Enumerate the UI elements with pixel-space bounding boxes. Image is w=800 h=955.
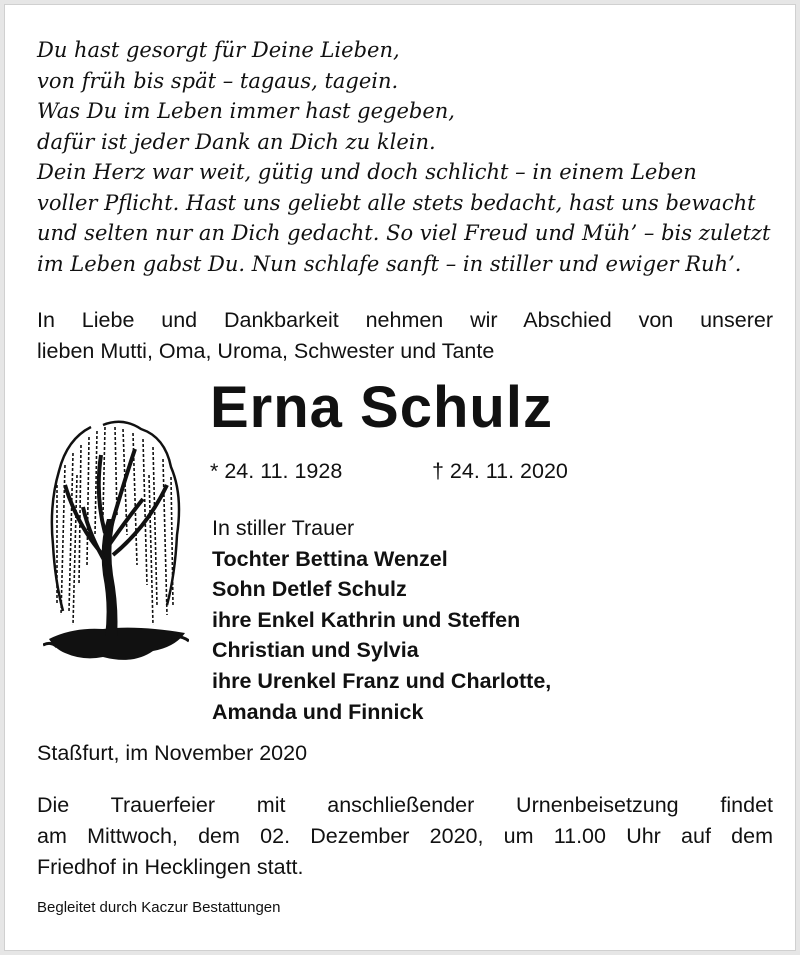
poem-line: von früh bis spät – tagaus, tagein.: [37, 68, 399, 93]
poem-line: voller Pflicht. Hast uns geliebt alle stets bedacht, hast uns bewacht: [37, 190, 756, 215]
mourner: Christian und Sylvia: [212, 638, 419, 663]
poem-line: Dein Herz war weit, gütig und doch schlicht – in einem Leben: [37, 160, 697, 184]
obituary-notice: [4, 4, 796, 951]
life-dates: [210, 457, 568, 485]
mourner: Sohn Detlef Schulz: [212, 577, 407, 602]
intro-line: lieben Mutti, Oma, Uroma, Schwester und Tante: [37, 339, 495, 363]
intro-line: In Liebe und Dankbarkeit nehmen wir Abschied von unserer: [37, 308, 773, 332]
poem: [37, 35, 777, 279]
place-date: Staßfurt, im November 2020: [37, 741, 308, 765]
funeral-info: [37, 790, 773, 883]
birth-date: * 24. 11. 1928: [210, 459, 343, 483]
intro-text: [37, 305, 773, 367]
funeral-line: Friedhof in Hecklingen statt.: [37, 855, 304, 879]
deceased-name: Erna Schulz: [210, 375, 553, 440]
poem-line: und selten nur an Dich gedacht. So viel Freud und Müh’ – bis zuletzt: [37, 221, 771, 245]
mourner: Amanda und Finnick: [212, 699, 424, 724]
mourners-heading: In stiller Trauer: [212, 516, 355, 540]
poem-line: dafür ist jeder Dank an Dich zu klein.: [37, 129, 436, 154]
mourners-list: [212, 513, 551, 727]
death-date: † 24. 11. 2020: [432, 459, 568, 483]
poem-line: Was Du im Leben immer hast gegeben,: [37, 99, 455, 123]
mourner: Tochter Bettina Wenzel: [212, 546, 448, 571]
mourner: ihre Urenkel Franz und Charlotte,: [212, 668, 552, 693]
funeral-line: am Mittwoch, dem 02. Dezember 2020, um 11.00 Uhr auf dem: [37, 824, 773, 848]
weeping-willow-icon: [43, 415, 189, 671]
mourner: ihre Enkel Kathrin und Steffen: [212, 607, 521, 632]
poem-line: im Leben gabst Du. Nun schlafe sanft – in stiller und ewiger Ruh’.: [37, 251, 742, 276]
undertaker-credit: Begleitet durch Kaczur Bestattungen: [37, 899, 281, 916]
poem-line: Du hast gesorgt für Deine Lieben,: [37, 38, 400, 62]
funeral-line: Die Trauerfeier mit anschließender Urnenbeisetzung findet: [37, 793, 773, 817]
